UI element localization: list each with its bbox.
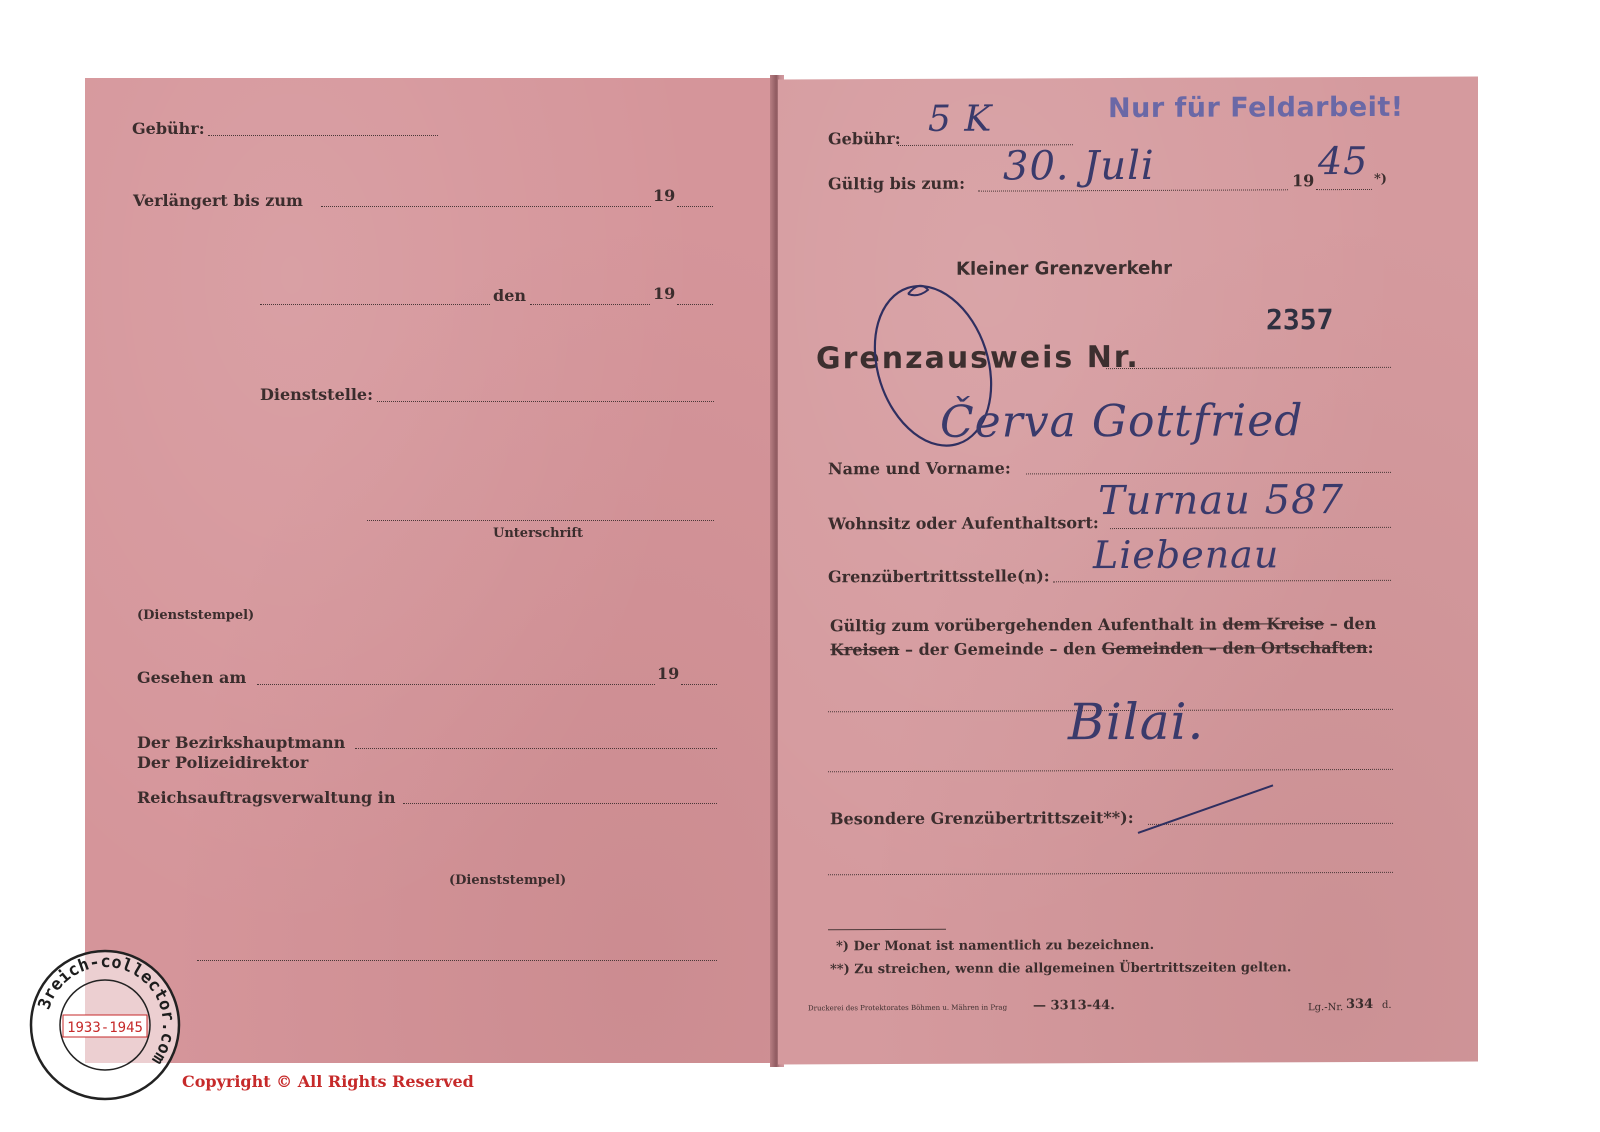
stamp-label-left-1: (Dienststempel)	[137, 608, 255, 623]
printer-line: Druckerei des Protektorates Böhmen u. Mähren in Prag	[808, 1003, 1008, 1013]
lg-label: Lg.-Nr.	[1308, 1002, 1344, 1014]
place-line-2	[828, 769, 1393, 772]
bottom-line-left	[197, 960, 717, 961]
valid-year-handwritten: 45	[1318, 138, 1369, 184]
extended-label: Verlängert bis zum	[133, 191, 303, 210]
right-page	[778, 76, 1478, 1064]
valid-stay-part-a: Gültig zum vorübergehenden Aufenthalt in	[830, 614, 1223, 636]
extended-year-prefix: 19	[653, 186, 676, 205]
den-year-prefix: 19	[653, 284, 676, 303]
district-line	[355, 748, 717, 749]
residence-label: Wohnsitz oder Aufenthaltsort:	[828, 513, 1099, 534]
extended-line	[321, 206, 651, 207]
valid-stay-part-g: :	[1367, 637, 1374, 657]
copyright-notice: Copyright © All Rights Reserved	[182, 1072, 474, 1091]
den-line	[260, 304, 490, 305]
watermark-ring-text: 3reich-collector.com	[34, 951, 179, 1069]
valid-stay-struck-1: dem Kreise	[1222, 614, 1325, 634]
fee-handwritten: 5 K	[928, 98, 993, 140]
footnote-2: **) Zu streichen, wenn die allgemeinen Übertrittszeiten gelten.	[830, 960, 1292, 978]
den-label: den	[493, 286, 526, 305]
police-director: Der Polizeidirektor	[137, 753, 309, 772]
signature-line	[367, 520, 714, 521]
office-label: Dienststelle:	[260, 385, 373, 404]
valid-stay-struck-2: Kreisen	[830, 639, 900, 660]
watermark-stamp-icon	[25, 945, 185, 1105]
valid-stay-struck-3: Gemeinden – den Ortschaften	[1101, 637, 1368, 659]
valid-footnote-marker: *)	[1374, 171, 1387, 187]
seen-label: Gesehen am	[137, 668, 247, 687]
seen-year-line	[681, 684, 717, 685]
crossing-line	[1053, 580, 1391, 582]
left-page	[85, 78, 775, 1063]
title-number-line	[1106, 367, 1391, 369]
valid-until-line	[978, 189, 1288, 191]
den-year-line	[677, 304, 713, 305]
district-chief: Der Bezirkshauptmann	[137, 733, 346, 752]
fee-line-left	[208, 135, 438, 136]
valid-until-handwritten: 30. Juli	[1003, 142, 1155, 190]
strike-stroke-icon	[1133, 777, 1283, 838]
residence-line	[1110, 527, 1391, 529]
place-handwritten: Bilai.	[1068, 692, 1205, 752]
stamp-label-left-2: (Dienststempel)	[449, 873, 567, 888]
document-title: Grenzausweis Nr.	[816, 339, 1140, 377]
seen-line	[257, 684, 655, 685]
signature-label: Unterschrift	[493, 526, 583, 541]
watermark-years: 1933-1945	[67, 1020, 143, 1036]
seen-year-prefix: 19	[657, 664, 680, 683]
special-time-label: Besondere Grenzübertrittszeit**):	[830, 807, 1134, 829]
valid-year-prefix: 19	[1292, 171, 1315, 191]
section-heading: Kleiner Grenzverkehr	[956, 257, 1173, 280]
lg-number: 334	[1346, 996, 1374, 1013]
lg-suffix: d.	[1382, 999, 1392, 1011]
fee-label-left: Gebühr:	[132, 119, 205, 138]
residence-handwritten: Turnau 587	[1098, 477, 1344, 525]
crossing-label: Grenzübertrittsstelle(n):	[828, 566, 1050, 587]
fee-label-right: Gebühr:	[828, 128, 901, 149]
reich-admin-label: Reichsauftragsverwaltung in	[137, 788, 396, 807]
name-line	[1026, 472, 1391, 475]
serial-number: 2357	[1266, 303, 1334, 337]
crossing-handwritten: Liebenau	[1093, 532, 1280, 578]
office-line	[377, 401, 714, 402]
print-code: — 3313-44.	[1033, 998, 1115, 1014]
footnote-rule	[828, 929, 946, 931]
valid-stay-part-e: – der Gemeinde – den	[899, 639, 1102, 659]
valid-until-label: Gültig bis zum:	[828, 173, 965, 194]
field-work-stamp: Nur für Feldarbeit!	[1108, 91, 1404, 125]
name-label: Name und Vorname:	[828, 458, 1011, 479]
valid-year-line	[1316, 189, 1372, 190]
valid-stay-text	[830, 612, 1400, 662]
valid-stay-part-c: – den	[1324, 613, 1377, 634]
den-date-line	[530, 304, 650, 305]
footnote-1: *) Der Monat ist namentlich zu bezeichnen.	[836, 937, 1155, 955]
special-time-line-2	[828, 872, 1393, 875]
extended-year-line	[677, 206, 713, 207]
reich-admin-line	[403, 803, 717, 804]
name-handwritten: Červa Gottfried	[940, 395, 1304, 448]
